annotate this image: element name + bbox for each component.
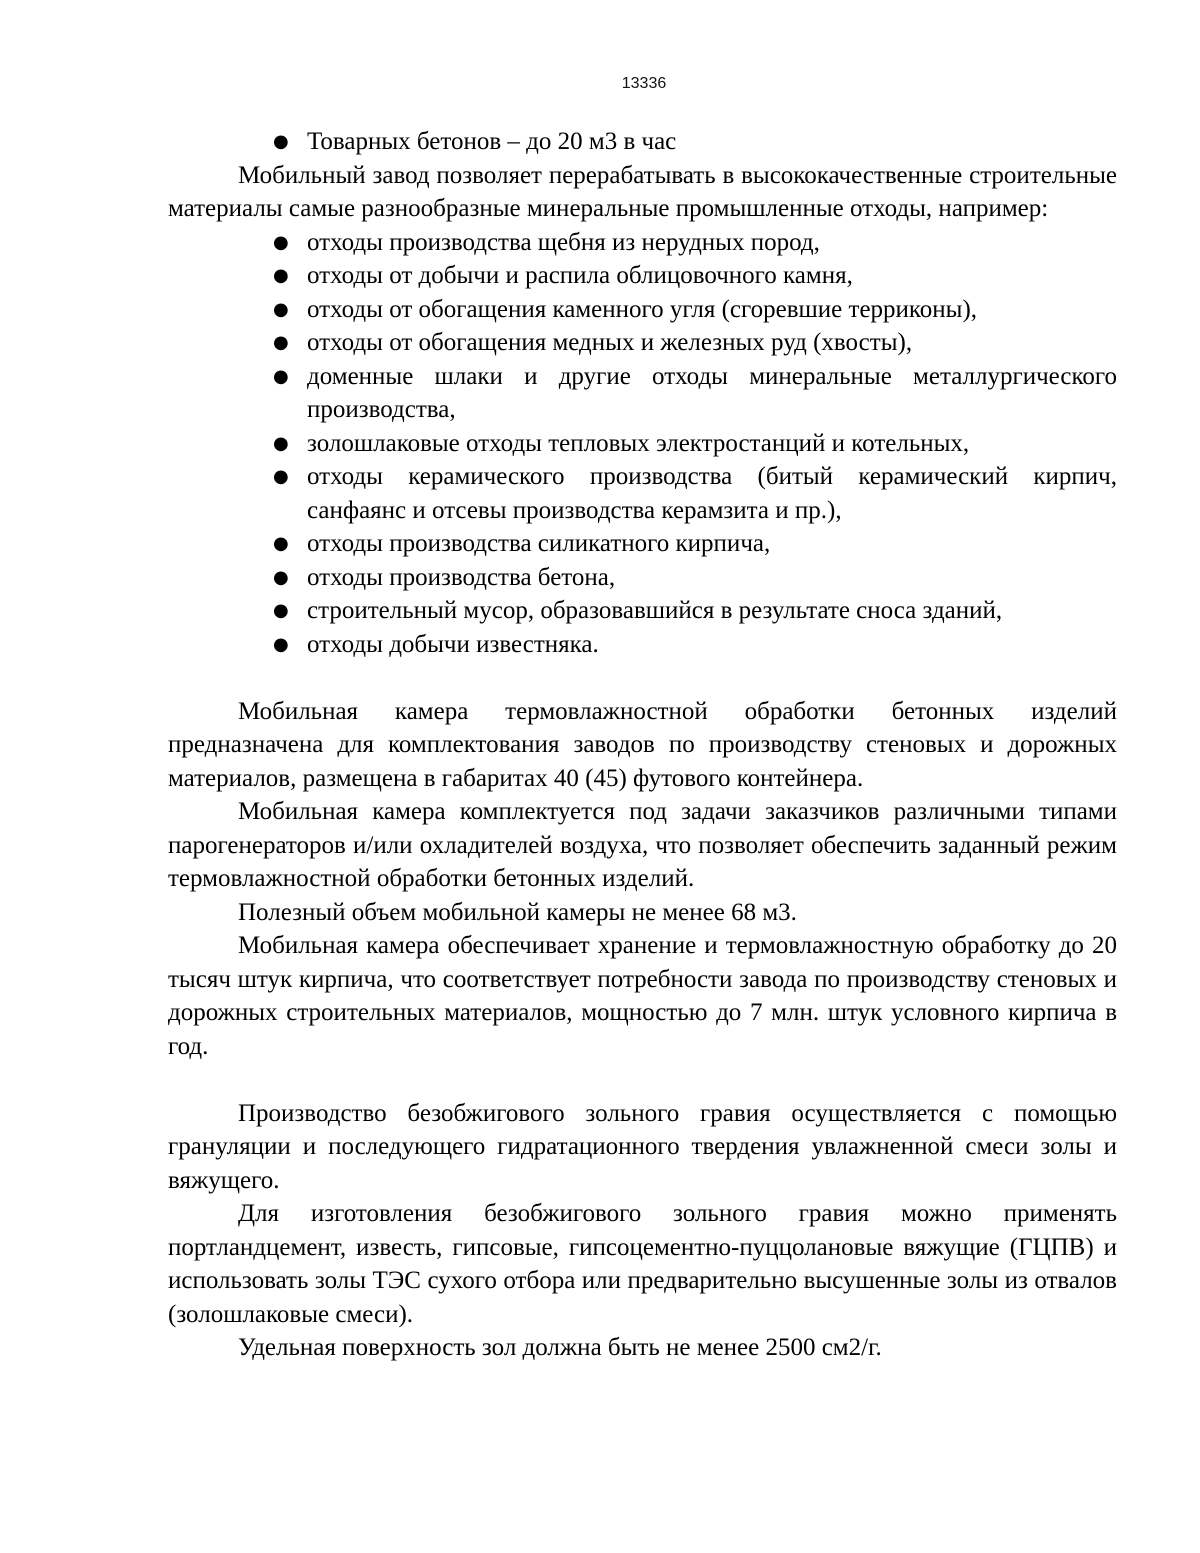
list-item bbox=[168, 594, 1117, 628]
list-item bbox=[168, 628, 1117, 662]
bullet-icon: ● bbox=[273, 298, 289, 320]
paragraph: Мобильная камера термовлажностной обработки бетонных изделий предназначена для комплектования заводов по производству стеновых и дорожных материалов, размещена в габаритах 40 (45) футового контейнера. bbox=[168, 697, 1117, 792]
list-item-text: отходы от добычи и распила облицовочного камня, bbox=[307, 262, 853, 289]
bullet-icon: ● bbox=[273, 566, 289, 588]
top-bullet-item bbox=[168, 125, 1117, 159]
bullet-icon: ● bbox=[273, 432, 289, 454]
intro-paragraph: Мобильный завод позволяет перерабатывать в высококачественные строительные материалы самые разнообразные минеральные промышленные отходы, например: bbox=[168, 161, 1117, 222]
list-item-text: отходы производства щебня из нерудных пород, bbox=[307, 228, 820, 256]
section-spacer bbox=[168, 661, 1117, 695]
paragraph: Для изготовления безобжигового зольного гравия можно применять портландцемент, известь, гипсовые, гипсоцементно-пуццолановые вяжущие (ГЦПВ) и использовать золы ТЭС сухого отбора или предварительно высушенные золы из отвалов (золошлаковые смеси). bbox=[168, 1200, 1117, 1328]
waste-list bbox=[168, 226, 1117, 662]
section-spacer bbox=[168, 1063, 1117, 1097]
bullet-icon: ● bbox=[273, 265, 289, 286]
list-item-text: строительный мусор, образовавшийся в результате сноса зданий, bbox=[307, 597, 1003, 624]
top-bullet-text: Товарных бетонов – до 20 м3 в час bbox=[307, 128, 677, 155]
list-item-text: отходы производства бетона, bbox=[307, 563, 616, 591]
bullet-icon: ● bbox=[273, 466, 289, 487]
bullet-icon: ● bbox=[273, 533, 289, 554]
list-item-text: отходы добычи известняка. bbox=[307, 630, 599, 658]
paragraph: Мобильная камера обеспечивает хранение и термовлажностную обработку до 20 тысяч штук кирпича, что соответствует потребности завода по производству стеновых и дорожных строительных материалов, мощностью до 7 млн. штук условного кирпича в год. bbox=[168, 932, 1117, 1060]
list-item-text: отходы производства силикатного кирпича, bbox=[307, 530, 771, 557]
list-item-text: золошлаковые отходы тепловых электростанций и котельных, bbox=[307, 429, 970, 457]
list-item bbox=[168, 360, 1117, 427]
paragraph: Мобильная камера комплектуется под задачи заказчиков различными типами парогенераторов и/или охладителей воздуха, что позволяет обеспечить заданный режим термовлажностной обработки бетонных изделий. bbox=[168, 798, 1117, 892]
paragraph: Полезный объем мобильной камеры не менее 68 м3. bbox=[238, 898, 797, 926]
list-item bbox=[168, 226, 1117, 260]
paragraph: Удельная поверхность зол должна быть не менее 2500 см2/г. bbox=[238, 1334, 882, 1361]
list-item bbox=[168, 326, 1117, 360]
list-item bbox=[168, 427, 1117, 461]
bullet-icon: ● bbox=[273, 633, 289, 655]
bullet-icon: ● bbox=[273, 131, 289, 152]
list-item-text: отходы от обогащения каменного угля (сгоревшие терриконы), bbox=[307, 295, 978, 323]
list-item bbox=[168, 561, 1117, 595]
gravel-section bbox=[168, 1097, 1117, 1365]
list-item bbox=[168, 460, 1117, 527]
list-item bbox=[168, 259, 1117, 293]
list-item-text: отходы керамического производства (битый керамический кирпич, санфаянс и отсевы производства керамзита и пр.), bbox=[307, 463, 1117, 524]
page-number: 13336 bbox=[621, 75, 667, 92]
list-item bbox=[168, 527, 1117, 561]
list-item-text: отходы от обогащения медных и железных руд (хвосты), bbox=[307, 329, 913, 356]
bullet-icon: ● bbox=[273, 332, 289, 353]
bullet-icon: ● bbox=[273, 231, 289, 253]
paragraph: Производство безобжигового зольного гравия осуществляется с помощью грануляции и последующего гидратационного твердения увлажненной смеси золы и вяжущего. bbox=[168, 1099, 1117, 1194]
bullet-icon: ● bbox=[273, 365, 289, 387]
list-item bbox=[168, 293, 1117, 327]
list-item-text: доменные шлаки и другие отходы минеральные металлургического производства, bbox=[307, 362, 1117, 423]
chamber-section bbox=[168, 695, 1117, 1064]
document-body bbox=[168, 125, 1117, 1365]
bullet-icon: ● bbox=[273, 600, 289, 621]
